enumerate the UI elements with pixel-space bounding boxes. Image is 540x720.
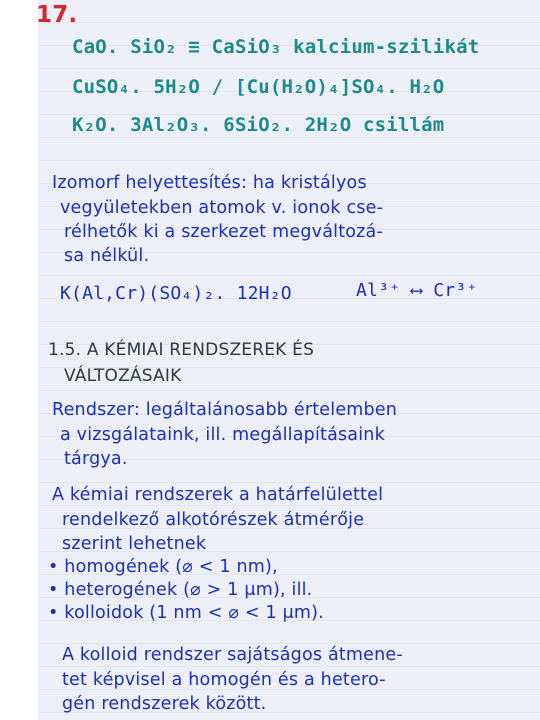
formula-calcium-silicate: CaO. SiO₂ ≡ CaSiO₃ kalcium-szilikát [72, 36, 480, 58]
ion-exchange: Al³⁺ ⟷ Cr³⁺ [356, 280, 478, 301]
isomorph-line-2: vegyületekben atomok v. ionok cse- [60, 198, 384, 218]
section-heading-line-1: 1.5. A KÉMIAI RENDSZEREK ÉS [48, 340, 315, 360]
formula-copper-sulfate: CuSO₄. 5H₂O / [Cu(H₂O)₄]SO₄. H₂O [72, 76, 445, 98]
kolloid-line-1: A kolloid rendszer sajátságos átmene- [62, 645, 403, 665]
kemiai-line-1: A kémiai rendszerek a határfelülettel [52, 485, 384, 505]
kolloid-line-3: gén rendszerek között. [62, 694, 267, 714]
bullet-homogeneous: • homogének (⌀ < 1 nm), [48, 557, 278, 577]
rendszer-line-2: a vizsgálataink, ill. megállapításaink [60, 425, 385, 445]
section-heading-line-2: VÁLTOZÁSAIK [64, 366, 182, 386]
alum-formula: K(Al,Cr)(SO₄)₂. 12H₂O [60, 283, 292, 304]
rendszer-line-3: tárgya. [64, 449, 128, 469]
kemiai-line-3: szerint lehetnek [62, 534, 207, 554]
rendszer-line-1: Rendszer: legáltalánosabb értelemben [52, 400, 398, 420]
kolloid-line-2: tet képvisel a homogén és a hetero- [62, 670, 386, 690]
formula-mica: K₂O. 3Al₂O₃. 6SiO₂. 2H₂O csillám [72, 114, 445, 136]
isomorph-line-1: Izomorf helyettesítés: ha kristályos [52, 173, 367, 193]
bullet-colloids: • kolloidok (1 nm < ⌀ < 1 μm). [48, 603, 324, 623]
isomorph-line-4: sa nélkül. [64, 246, 150, 266]
kemiai-line-2: rendelkező alkotórészek átmérője [62, 510, 365, 530]
page-number: 17. [36, 2, 78, 28]
isomorph-line-3: rélhetők ki a szerkezet megváltozá- [64, 222, 383, 242]
bullet-heterogeneous: • heterogének (⌀ > 1 μm), ill. [48, 580, 313, 600]
